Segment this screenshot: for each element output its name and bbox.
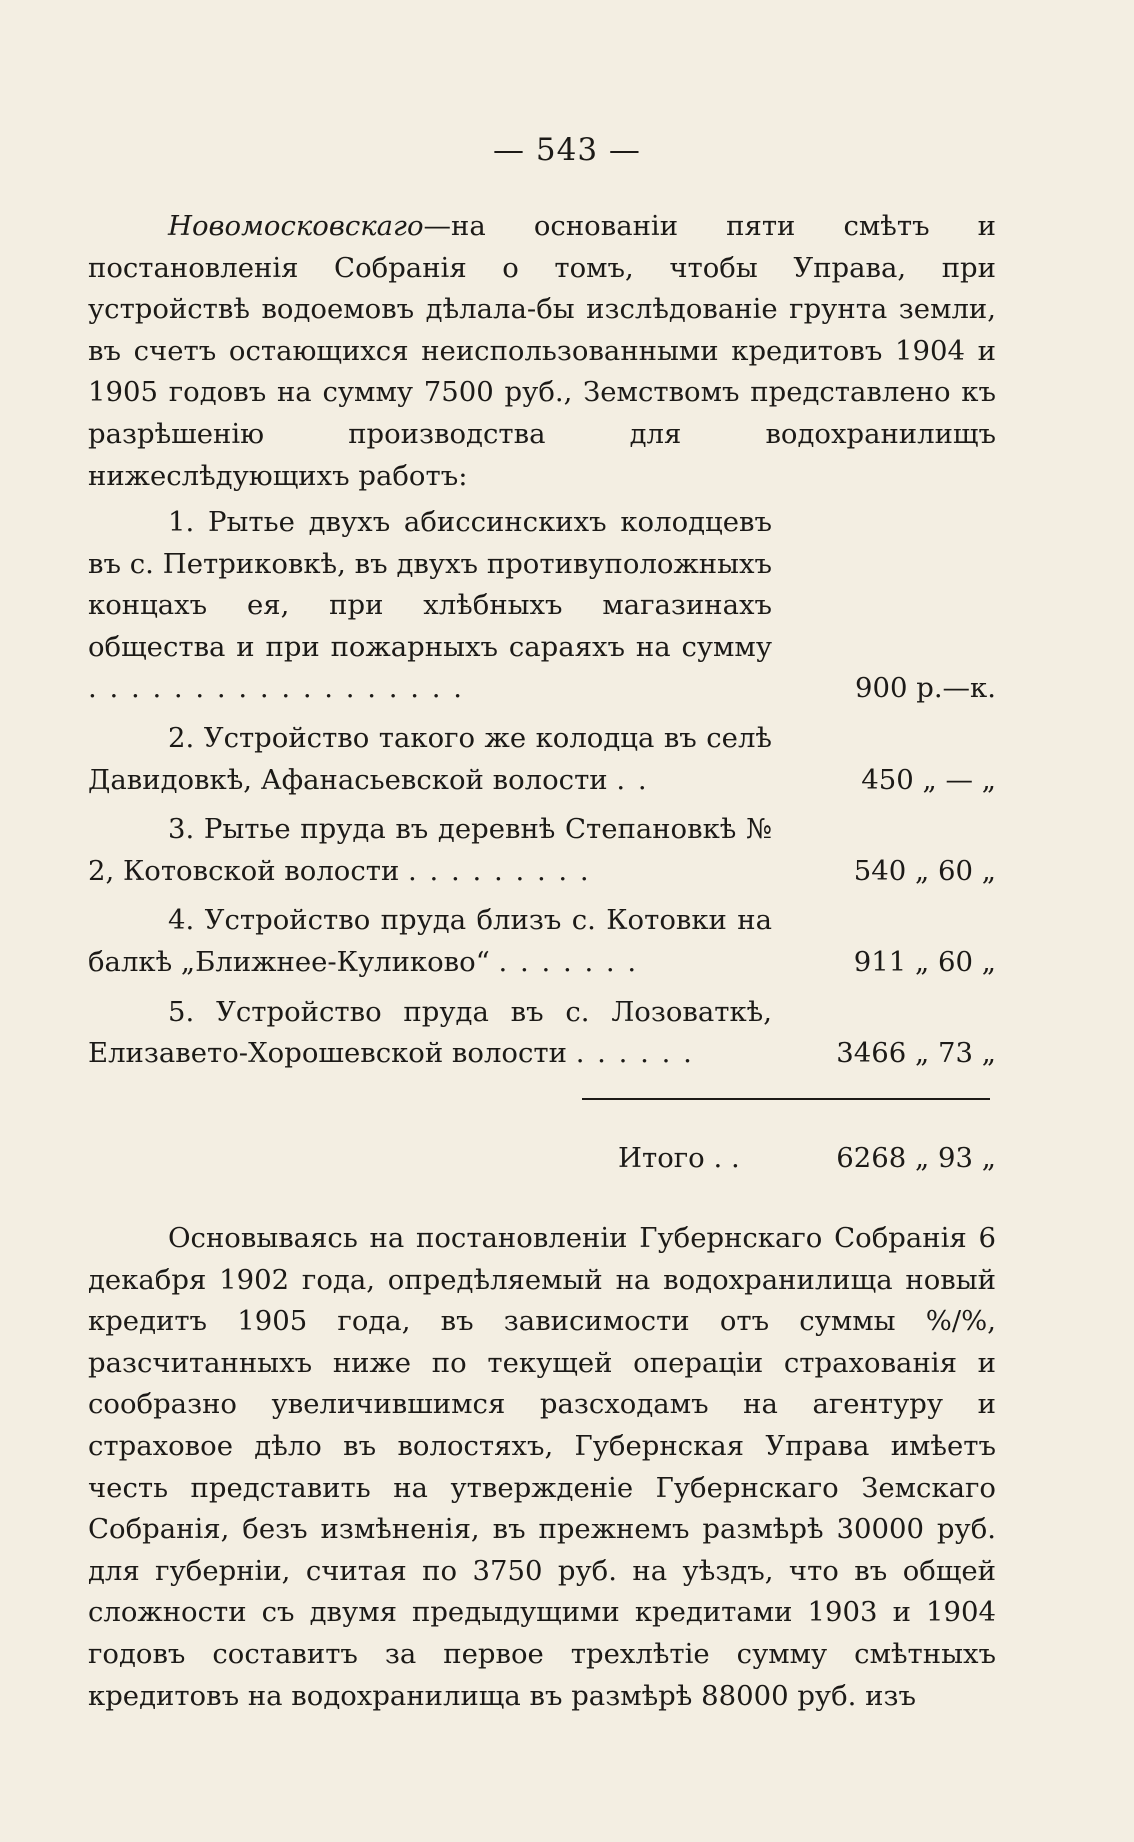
leader-dots: . . [616, 763, 649, 796]
work-description [88, 900, 772, 983]
work-text: 4. Устройство пруда близъ с. Котовки на балкѣ „Ближнее-Куликово“ [88, 904, 772, 978]
work-item [88, 992, 996, 1075]
total-amount: 6268 „ 93 „ [836, 1142, 996, 1174]
work-description [88, 809, 772, 892]
leader-dots: . . . . . . . . . [408, 854, 591, 887]
page-number: — 543 — [493, 132, 641, 168]
leader-dots: . . . . . . . [498, 945, 639, 978]
work-amount: 3466 „ 73 „ [836, 1037, 996, 1070]
closing-text: Основываясь на постановленіи Губернскаго Собранія 6 декабря 1902 года, опредѣляемый на водохранилища новый кредитъ 1905 года, въ зависимости отъ суммы %/%, разсчитанныхъ ниже по текущей операціи страхованія и сообразно увеличившимся разсходамъ на агентуру и страховое дѣло въ волостяхъ, Губернская Управа имѣетъ честь представить на утвержденіе Губернскаго Земскаго Собранія, безъ измѣненія, въ прежнемъ размѣрѣ 30000 руб. для губерніи, считая по 3750 руб. на уѣздъ, что въ общей сложности съ двумя предыдущими кредитами 1903 и 1904 годовъ составитъ за первое трехлѣтіе сумму смѣтныхъ кредитовъ на водохранилища въ размѣрѣ 88000 руб. изъ [88, 1222, 996, 1712]
work-item [88, 502, 996, 710]
work-text: 3. Рытье пруда въ деревнѣ Степановкѣ № 2, Котовской волости [88, 813, 772, 887]
work-item [88, 900, 996, 983]
work-description [88, 718, 772, 801]
total-label: Итого . . [618, 1142, 740, 1174]
work-amount: 450 „ — „ [861, 763, 996, 796]
work-description [88, 502, 772, 710]
work-item [88, 718, 996, 801]
closing-paragraph [88, 1218, 996, 1717]
intro-text: —на основаніи пяти смѣтъ и постановленія Собранія о томъ, чтобы Управа, при устройствѣ водоемовъ дѣлала-бы изслѣдованіе грунта земли, въ счетъ остающихся неиспользованными кредитовъ 1904 и 1905 годовъ на сумму 7500 руб., Земствомъ представлено къ разрѣшенію производства для водохранилищъ нижеслѣдующихъ работъ: [88, 210, 996, 492]
work-text: 2. Устройство такого же колодца въ селѣ Давидовкѣ, Афанасьевской волости [88, 721, 772, 796]
work-item [88, 809, 996, 892]
district-name: Новомосковскаго [168, 210, 424, 242]
works-list [88, 502, 996, 1083]
leader-dots: . . . . . . [575, 1037, 694, 1070]
work-amount: 911 „ 60 „ [853, 945, 996, 978]
leader-dots: . . . . . . . . . . . . . . . . . . [88, 672, 464, 705]
intro-paragraph [88, 206, 996, 497]
work-amount: 540 „ 60 „ [853, 854, 996, 887]
total-rule [582, 1098, 990, 1100]
work-amount: 900 р.—к. [854, 672, 996, 705]
work-description [88, 992, 772, 1075]
work-text: 5. Устройство пруда въ с. Лозоваткѣ, Елизавето-Хорошевской волости [88, 995, 772, 1070]
work-text: 1. Рытье двухъ абиссинскихъ колодцевъ въ с. Петриковкѣ, въ двухъ противуположныхъ концахъ ея, при хлѣбныхъ магазинахъ общества и при пожарныхъ сараяхъ на сумму [88, 506, 772, 663]
